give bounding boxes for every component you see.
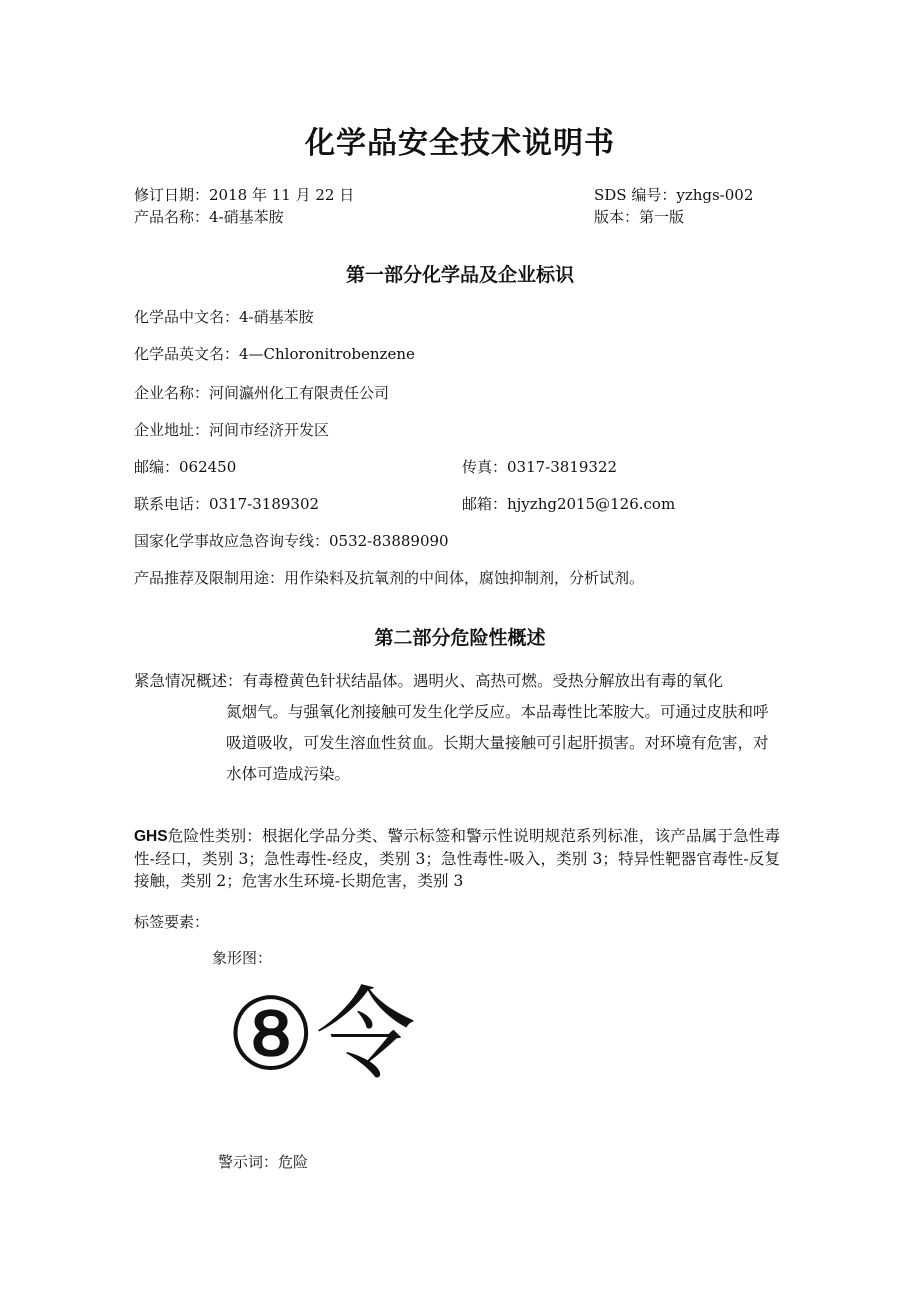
chemical-cn-name: 化学品中文名：4-硝基苯胺	[134, 308, 314, 326]
company-name: 企业名称：河间瀛州化工有限责任公司	[134, 384, 390, 402]
fax: 传真：0317-3819322	[462, 458, 618, 476]
emergency-overview-first-line: 紧急情况概述：有毒橙黄色针状结晶体。遇明火、高热可燃。受热分解放出有毒的氧化	[134, 672, 724, 690]
part2-heading: 第二部分危险性概述	[374, 627, 546, 649]
ghs-tag: GHS	[134, 828, 168, 845]
emergency-hotline: 国家化学事故应急咨询专线：0532-83889090	[134, 532, 449, 550]
contact-phone: 联系电话：0317-3189302	[134, 495, 320, 513]
pictogram-label: 象形图：	[212, 949, 273, 967]
pictogram-glyph-icon: 令	[315, 976, 416, 1093]
document-title: 化学品安全技术说明书	[305, 126, 615, 161]
sds-number: SDS 编号：yzhgs-002	[594, 186, 754, 204]
chemical-en-name: 化学品英文名：4—Chloronitrobenzene	[134, 345, 415, 363]
version: 版本：第一版	[594, 208, 685, 226]
postcode: 邮编：062450	[134, 458, 237, 476]
ghs-text: 危险性类别：根据化学品分类、警示标签和警示性说明规范系列标准，该产品属于急性毒性-经口，类别 3；急性毒性-经皮，类别 3；急性毒性-吸入，类别 3；特异性靶器官毒性-反复接触，类别 2；危害水生环境-长期危害，类别 3	[134, 827, 780, 890]
ghs-classification	[134, 825, 780, 892]
emergency-overview-rest: 氮烟气。与强氧化剂接触可发生化学反应。本品毒性比苯胺大。可通过皮肤和呼吸道吸收，可发生溶血性贫血。长期大量接触可引起肝损害。对环境有危害，对水体可造成污染。	[226, 703, 769, 783]
part1-heading: 第一部分化学品及企业标识	[345, 264, 574, 286]
revision-date: 修订日期：2018 年 11 月 22 日	[134, 186, 355, 204]
label-elements: 标签要素：	[134, 913, 210, 931]
email: 邮箱：hjyzhg2015@126.com	[462, 495, 676, 513]
emergency-overview	[134, 666, 780, 790]
pictogram-circle-eight-icon: ⑧	[226, 976, 316, 1093]
signal-word: 警示词：危险	[218, 1153, 309, 1171]
company-address: 企业地址：河间市经济开发区	[134, 421, 330, 439]
recommended-usage: 产品推荐及限制用途：用作染料及抗氧剂的中间体，腐蚀抑制剂，分析试剂。	[134, 569, 645, 587]
product-name: 产品名称：4-硝基苯胺	[134, 208, 284, 226]
pictograms	[226, 976, 416, 1093]
